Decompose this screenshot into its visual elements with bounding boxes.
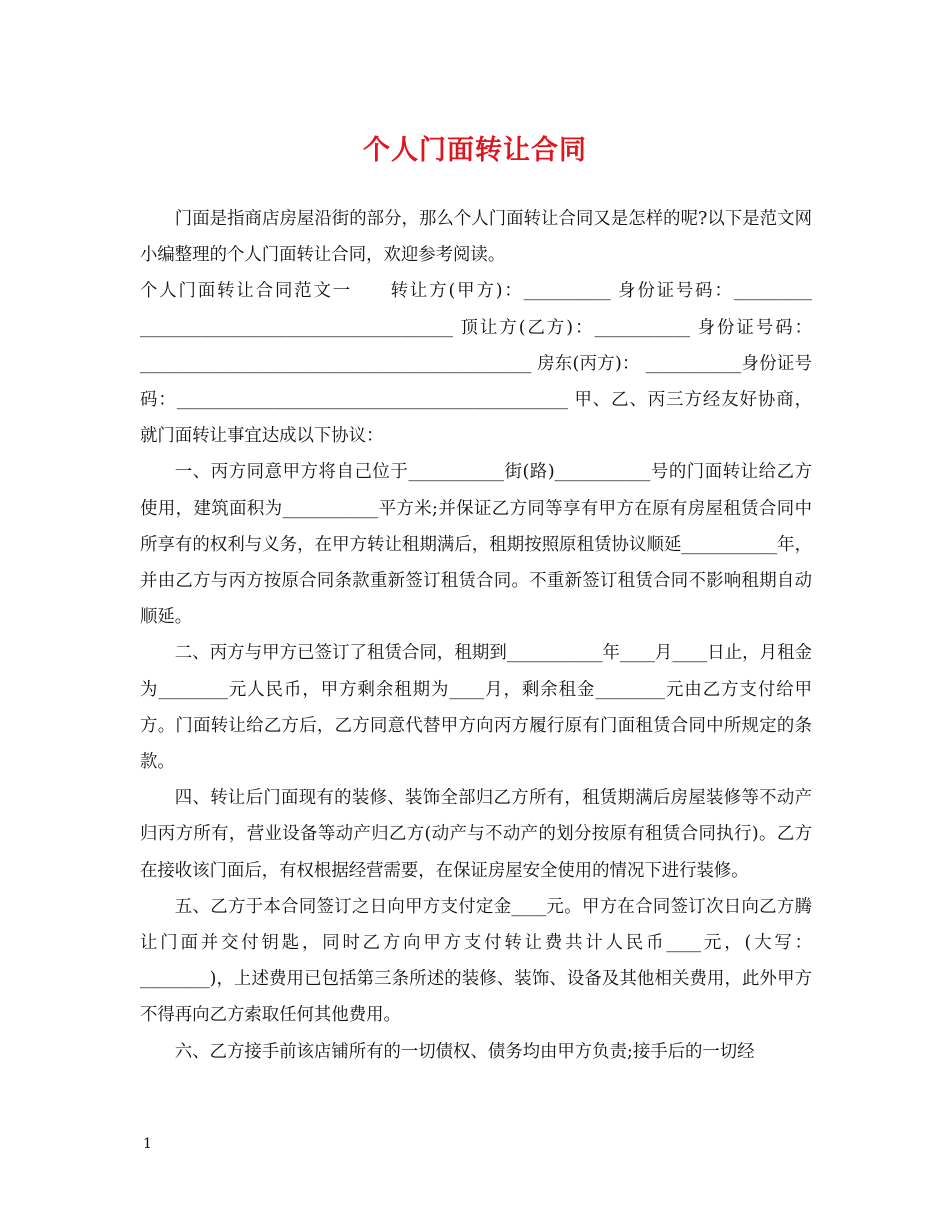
clause-5-paragraph: 五、乙方于本合同签订之日向甲方支付定金____元。甲方在合同签订次日向乙方腾让门面并交付钥匙，同时乙方向甲方支付转让费共计人民币____元，(大写：________)，上述费用已包括第三条所述的装修、装饰、设备及其他相关费用，此外甲方不得再向乙方索取任何其他费用。 [140,896,812,1026]
parties-paragraph: 个人门面转让合同范文一 转让方(甲方)：__________ 身份证号码：_________ ____________________________________ 顶让方(乙方)：___________ 身份证号码：_____________________________________________ 房东(丙方)： ___________身份证号码：_____________________________________________ 甲、乙、丙三方经友好协商，就门面转让事宜达成以下协议： [140,281,812,447]
clause-1-paragraph: 一、丙方同意甲方将自己位于___________街(路)___________号的门面转让给乙方使用，建筑面积为___________平方米;并保证乙方同等享有甲方在原有房屋租赁合同中所享有的权利与义务，在甲方转让租期满后，租期按照原租赁协议顺延___________年，并由乙方与丙方按原合同条款重新签订租赁合同。不重新签订租赁合同不影响租期自动顺延。 [140,462,812,628]
clause-6-paragraph: 六、乙方接手前该店铺所有的一切债权、债务均由甲方负责;接手后的一切经 [174,1041,755,1062]
clause-4-paragraph: 四、转让后门面现有的装修、装饰全部归乙方所有，租赁期满后房屋装修等不动产归丙方所有，营业设备等动产归乙方(动产与不动产的划分按原有租赁合同执行)。乙方在接收该门面后，有权根据经营需要，在保证房屋安全使用的情况下进行装修。 [140,788,812,881]
clause-2-paragraph: 二、丙方与甲方已签订了租赁合同，租期到___________年____月____日止，月租金为________元人民币，甲方剩余租期为____月，剩余租金________元由乙方支付给甲方。门面转让给乙方后，乙方同意代替甲方向丙方履行原有门面租赁合同中所规定的条款。 [140,643,812,773]
document-title: 个人门面转让合同 [363,135,587,166]
page-number: 1 [143,1136,152,1152]
intro-paragraph: 门面是指商店房屋沿街的部分，那么个人门面转让合同又是怎样的呢?以下是范文网小编整理的个人门面转让合同，欢迎参考阅读。 [140,209,812,266]
document-body [140,201,812,1070]
